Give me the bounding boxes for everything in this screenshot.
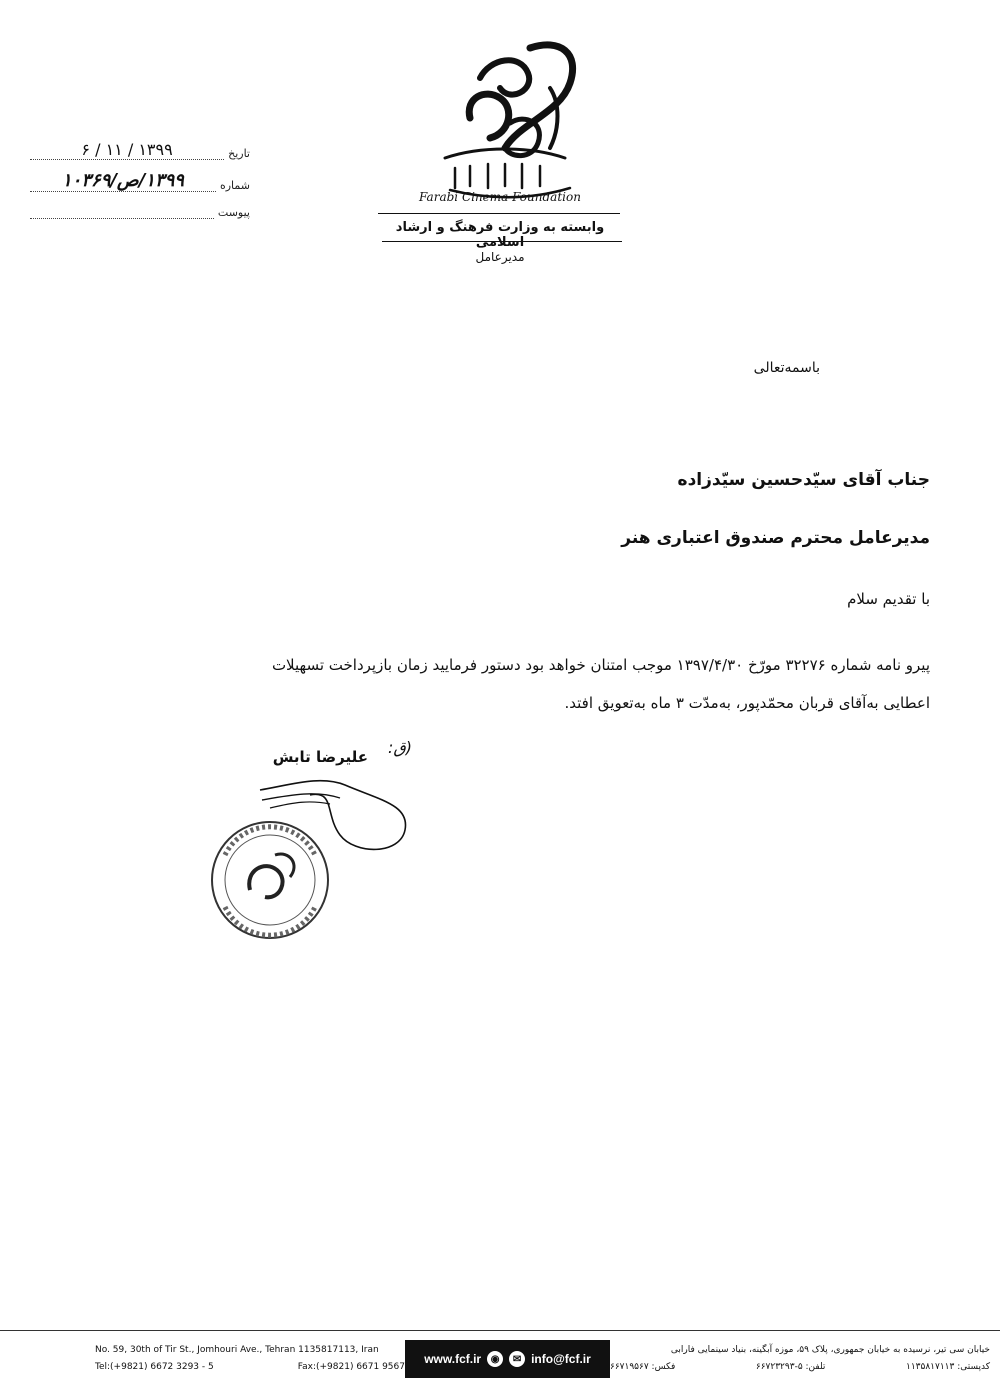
contact-bar (405, 1340, 610, 1378)
footer-address-en (95, 1342, 405, 1376)
divider (378, 213, 620, 214)
fax-en: Fax:(+9821) 6671 9567 (297, 1362, 405, 1372)
date-label: تاریخ (228, 147, 250, 160)
greeting: با تقدیم سلام (847, 590, 930, 608)
number-value: ۱۳۹۹/ص/۱۰۳۶۹ (30, 170, 216, 192)
email-icon: ✉ (509, 1351, 525, 1367)
footer-address-fa (610, 1342, 990, 1376)
website-link[interactable]: www.fcf.ir (424, 1352, 482, 1366)
invocation: باسمه‌تعالی (753, 360, 820, 376)
date-value: ۱۳۹۹ / ۱۱ / ۶ (30, 140, 224, 160)
addressee-title: مدیرعامل محترم صندوق اعتباری هنر (621, 528, 930, 548)
number-label: شماره (219, 179, 250, 192)
office-title: مدیرعامل (475, 250, 525, 264)
email-link[interactable]: info@fcf.ir (531, 1352, 591, 1366)
official-stamp (205, 815, 335, 945)
tel-fa: تلفن: ۵-۶۶۷۲۳۲۹۳ (755, 1362, 826, 1372)
address-fa: خیابان سی تیر، نرسیده به خیابان جمهوری، پلاک ۵۹، موزه آبگینه، بنیاد سینمایی فارابی (670, 1345, 990, 1355)
body-line: پیرو نامه شماره ۳۲۲۷۶ مورّخ ۱۳۹۷/۴/۳۰ موجب امتنان خواهد بود دستور فرمایید زمان بازپرداخت تسهیلات (271, 656, 930, 674)
signatory-name: علیرضا تابش (272, 748, 368, 766)
postal-fa: کدپستی: ۱۱۳۵۸۱۷۱۱۳ (906, 1362, 990, 1372)
signature-mark: (ق: (387, 738, 412, 757)
number-field (30, 170, 250, 192)
footer-divider (0, 1330, 1000, 1331)
globe-icon: ◉ (487, 1351, 503, 1367)
body-line: اعطایی به‌آقای قربان محمّدپور، به‌مدّت ۳ ماه به‌تعویق افتد. (564, 694, 930, 712)
address-en: No. 59, 30th of Tir St., Jomhouri Ave., Tehran 1135817113, Iran (95, 1345, 379, 1355)
attachment-label: پیوست (217, 206, 250, 219)
fax-fa: فکس: ۶۶۷۱۹۵۶۷ (610, 1362, 676, 1372)
tel-en: Tel:(+9821) 6672 3293 - 5 (95, 1362, 214, 1372)
ministry-affiliation: وابسته به وزارت فرهنگ و ارشاد اسلامی (395, 220, 605, 250)
date-field (30, 140, 250, 160)
attachment-field (30, 202, 250, 219)
divider (382, 241, 622, 242)
addressee-name: جناب آقای سیّدحسین سیّدزاده (677, 470, 930, 490)
attachment-value (30, 202, 214, 219)
letter-body (70, 646, 930, 722)
org-name-en: Farabi Cinema Foundation (419, 190, 581, 204)
